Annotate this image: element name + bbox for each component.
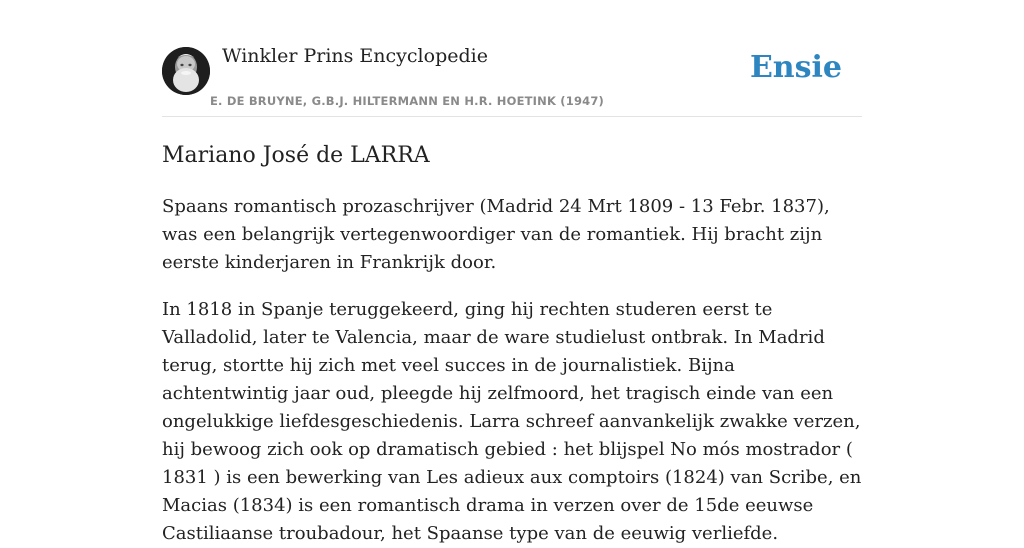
article-title: Mariano José de LARRA <box>162 143 430 168</box>
source-authors: E. DE BRUYNE, G.B.J. HILTERMANN EN H.R. HOETINK (1947) <box>210 94 605 108</box>
ensie-logo-link[interactable]: Ensie <box>749 50 842 85</box>
portrait-image <box>162 47 210 95</box>
source-header <box>162 0 862 117</box>
page <box>162 0 862 548</box>
source-title[interactable]: Winkler Prins Encyclopedie <box>222 45 488 67</box>
article-paragraph: Spaans romantisch prozaschrijver (Madrid 24 Mrt 1809 - 13 Febr. 1837), was een belangrijk vertegenwoordiger van de romantiek. Hij bracht zijn eerste kinderjaren in Frankrijk door. <box>162 196 830 273</box>
author-avatar <box>162 47 210 95</box>
article-paragraph: In 1818 in Spanje teruggekeerd, ging hij rechten studeren eerst te Valladolid, later te Valencia, maar de ware studielust ontbrak. In Madrid terug, stortte hij zich met veel succes in de journalistiek. Bijna achtentwintig jaar oud, pleegde hij zelfmoord, het tragisch einde van een ongelukkige liefdesgeschiedenis. Larra schreef aanvankelijk zwakke verzen, hij bewoog zich ook op dramatisch gebied : het blijspel No mós mostrador ( 1831 ) is een bewerking van Les adieux aux comptoirs (1824) van Scribe, en Macias (1834) is een romantisch drama in verzen over de 15de eeuwse Castiliaanse troubadour, het Spaanse type van de eeuwig verliefde. <box>162 299 862 544</box>
